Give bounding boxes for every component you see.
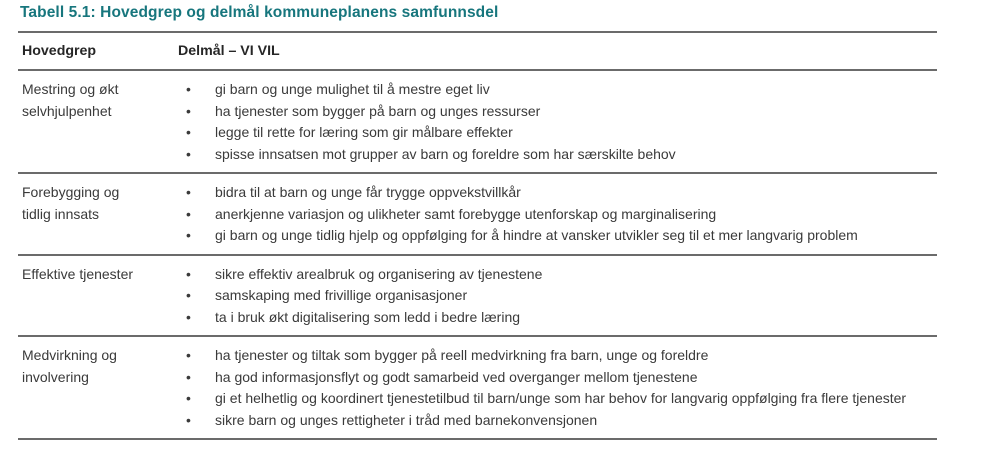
delmal-list (178, 345, 937, 431)
delmal-item: • gi barn og unge mulighet til å mestre eget liv (178, 79, 937, 101)
delmal-cell (178, 255, 937, 337)
table-row (18, 173, 937, 255)
delmal-item: • bidra til at barn og unge får trygge oppvekstvillkår (178, 182, 937, 204)
delmal-item: • sikre effektiv arealbruk og organisering av tjenestene (178, 264, 937, 286)
delmal-list (178, 79, 937, 165)
table-caption: Tabell 5.1: Hovedgrep og delmål kommuneplanens samfunnsdel (20, 4, 499, 21)
delmal-cell (178, 70, 937, 173)
delmal-cell (178, 173, 937, 255)
table-row (18, 255, 937, 337)
delmal-item: • legge til rette for læring som gir målbare effekter (178, 122, 937, 144)
table-body (18, 70, 937, 439)
delmal-cell (178, 336, 937, 439)
delmal-list (178, 264, 937, 329)
col-header-delmal: Delmål – VI VIL (178, 32, 937, 70)
delmal-list (178, 182, 937, 247)
goals-table (18, 31, 937, 440)
delmal-item: • anerkjenne variasjon og ulikheter samt forebygge utenforskap og marginalisering (178, 204, 937, 226)
delmal-item: • ha tjenester som bygger på barn og unges ressurser (178, 101, 937, 123)
hovedgrep-cell: Effektive tjenester (18, 255, 178, 337)
hovedgrep-cell: Medvirkning og involvering (18, 336, 178, 439)
table-header (18, 32, 937, 70)
table-row (18, 336, 937, 439)
delmal-item: • ta i bruk økt digitalisering som ledd i bedre læring (178, 307, 937, 329)
header-row (18, 32, 937, 70)
delmal-item: • samskaping med frivillige organisasjoner (178, 285, 937, 307)
delmal-item: • ha tjenester og tiltak som bygger på reell medvirkning fra barn, unge og foreldre (178, 345, 937, 367)
delmal-item: • sikre barn og unges rettigheter i tråd med barnekonvensjonen (178, 410, 937, 432)
hovedgrep-cell: Forebygging og tidlig innsats (18, 173, 178, 255)
delmal-item: • gi et helhetlig og koordinert tjenestetilbud til barn/unge som har behov for langvarig oppfølging fra flere tjenester (178, 388, 937, 410)
delmal-item: • gi barn og unge tidlig hjelp og oppfølging for å hindre at vansker utvikler seg til et mer langvarig problem (178, 225, 937, 247)
hovedgrep-cell: Mestring og økt selvhjulpenhet (18, 70, 178, 173)
delmal-item: • spisse innsatsen mot grupper av barn og foreldre som har særskilte behov (178, 144, 937, 166)
col-header-hovedgrep: Hovedgrep (18, 32, 178, 70)
table-row (18, 70, 937, 173)
delmal-item: • ha god informasjonsflyt og godt samarbeid ved overganger mellom tjenestene (178, 367, 937, 389)
